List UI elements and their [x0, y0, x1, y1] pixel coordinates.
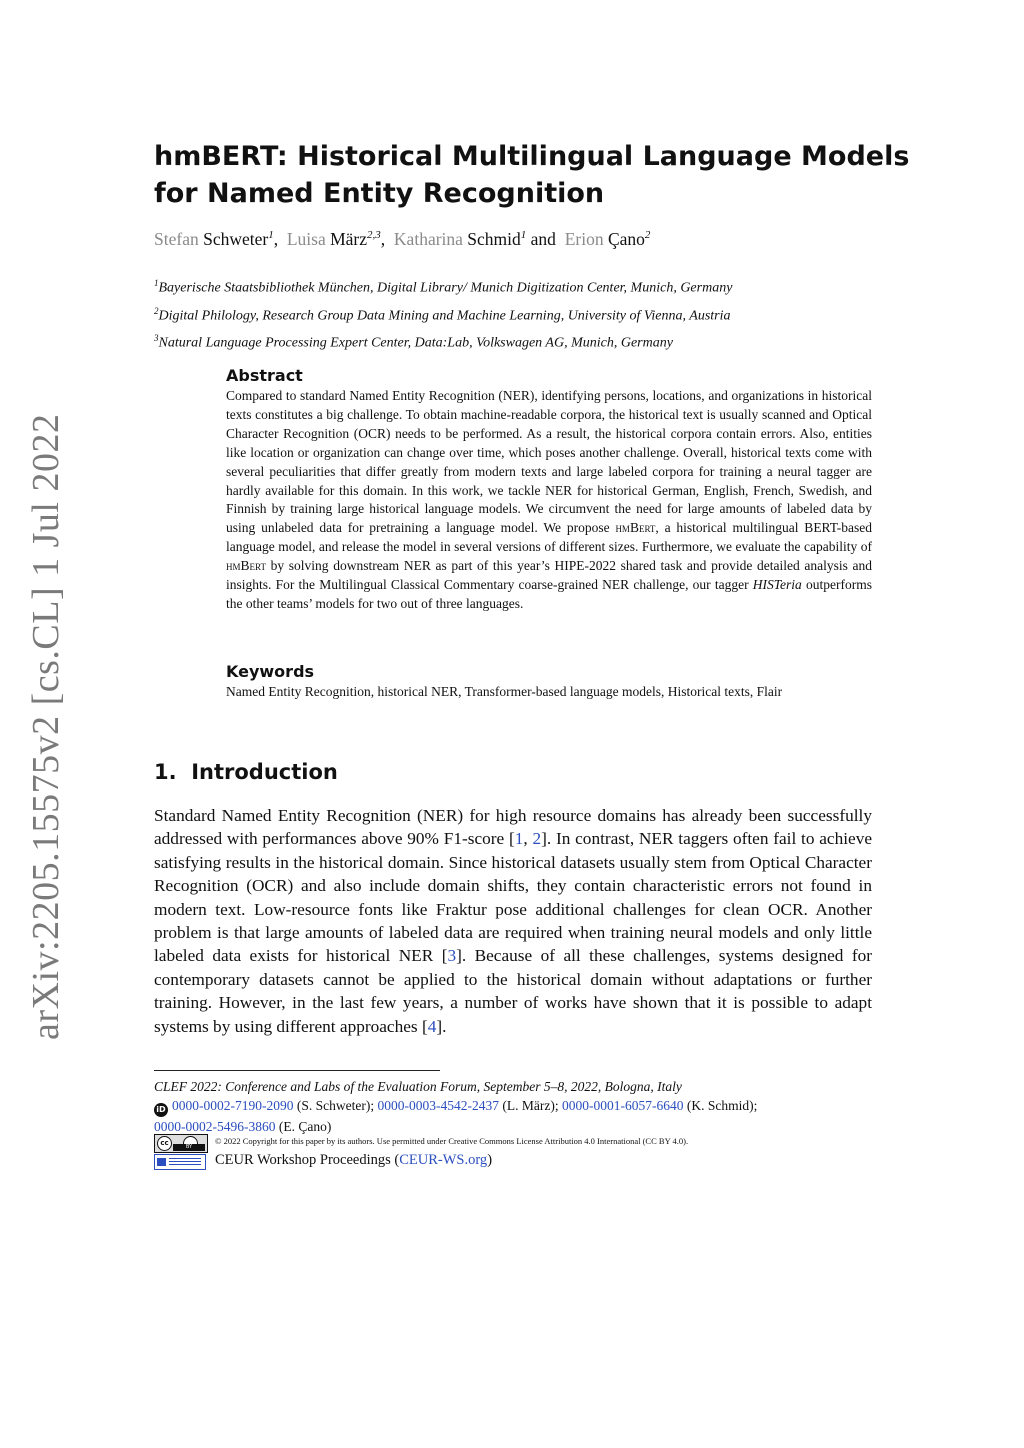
- orcid-icon: iD: [154, 1103, 168, 1117]
- author-list: Stefan Schweter$^1$, Luisa März$^{2,3}$, Katharina Schmid$^1$ and Erion Çano$^2$: [154, 229, 651, 249]
- orcid-owner: (E. Çano): [275, 1119, 332, 1134]
- cc-license-icon[interactable]: [154, 1134, 208, 1153]
- abstract-heading: Abstract: [226, 366, 303, 385]
- abstract-text: [226, 387, 872, 614]
- orcid-footnote: [154, 1096, 874, 1136]
- author-first-name: Luisa: [286, 229, 326, 249]
- affiliation-mark: 1: [154, 278, 159, 288]
- orcid-owner: (K. Schmid);: [683, 1098, 758, 1113]
- citation-link[interactable]: 2: [532, 829, 542, 849]
- ceur-row: [154, 1152, 874, 1172]
- copyright-text: © 2022 Copyright for this paper by its authors. Use permitted under Creative Commons License Attribution 4.0 International (CC BY 4.0).: [215, 1136, 689, 1146]
- title-line-2: for Named Entity Recognition: [154, 178, 605, 209]
- introduction-paragraph: [154, 804, 872, 1038]
- keywords-heading: Keywords: [226, 662, 315, 681]
- intro-text: ,: [523, 829, 533, 849]
- model-name: hmBert: [615, 520, 656, 536]
- author-last-name: Schweter: [203, 229, 269, 249]
- intro-text: ].: [436, 1016, 447, 1036]
- author-conjunction: and: [530, 229, 556, 249]
- orcid-link[interactable]: 0000-0001-6057-6640: [561, 1098, 684, 1113]
- ceur-close: ): [487, 1152, 493, 1168]
- author-affiliation-mark: 1: [268, 229, 274, 242]
- by-label: BY: [173, 1144, 205, 1151]
- affiliation-text: Digital Philology, Research Group Data Mining and Machine Learning, University of Vienna, Austria: [158, 308, 731, 324]
- intro-text: ]. In contrast, NER taggers often fail to achieve satisfying results in the historical domain. Since historical datasets usually stem from Optical Character Recognition (OCR) and also include domain shifts, they contain characteristic errors not found in modern text. Low-resource fonts like Fraktur pose additional challenges for clean OCR. Another problem is that large amounts of labeled data are required when training neural models and only little labeled data exists for historical NER [: [154, 829, 873, 966]
- intro-text: ]. Because of all these challenges, systems designed for contemporary datasets cannot be applied to the historical domain without adaptations or further training. However, in the last few years, a number of works have shown that it is possible to adapt systems by using different approaches [: [154, 946, 872, 1036]
- citation-link[interactable]: 3: [447, 946, 457, 966]
- section-number: 1.: [154, 760, 177, 784]
- author-last-name: Schmid: [467, 229, 521, 249]
- author-first-name: Katharina: [393, 229, 463, 249]
- orcid-owner: (L. März);: [498, 1098, 562, 1113]
- author-first-name: Stefan: [154, 229, 199, 249]
- author-first-name: Erion: [564, 229, 604, 249]
- affiliation: [154, 300, 914, 328]
- license-row: [154, 1134, 874, 1152]
- orcid-link[interactable]: 0000-0002-7190-2090: [172, 1098, 294, 1113]
- ceur-name: CEUR Workshop Proceedings (: [215, 1152, 400, 1168]
- affiliation: [154, 272, 914, 300]
- abstract-text-part: Compared to standard Named Entity Recognition (NER), identifying persons, locations, and organizations in historical texts constitutes a big challenge. To obtain machine-readable corpora, the historical text is usually scanned and Optical Character Recognition (OCR) needs to be performed. As a result, the historical corpora contain errors. Also, entities like location or organization can change over time, which poses another challenge. Overall, historical texts come with several peculiarities that differ greatly from modern texts and large labeled corpora for training a neural tagger are hardly available for this domain. In this work, we tackle NER for historical German, English, French, Swedish, and Finnish by training large historical language models. We circumvent the need for large amounts of labeled data by using unlabeled data for pretraining a language model. We propose: [226, 388, 872, 536]
- paper-title: [154, 138, 914, 212]
- section-heading: [154, 760, 338, 784]
- ceur-logo-mark: [157, 1158, 166, 1166]
- keywords-block: [226, 662, 872, 702]
- conference-footnote: CLEF 2022: Conference and Labs of the Evaluation Forum, September 5–8, 2022, Bologna, Italy: [154, 1079, 682, 1094]
- tagger-name: HISTeria: [752, 577, 802, 593]
- affiliation-list: [154, 272, 914, 355]
- affiliation-mark: 2: [154, 305, 159, 316]
- author-last-name: März: [330, 229, 368, 249]
- abstract-text-part: outperforms the other teams’ models for two out of three languages.: [226, 577, 872, 611]
- title-line-1: hmBERT: Historical Multilingual Language Models: [154, 141, 910, 172]
- affiliation-mark: 3: [154, 333, 159, 344]
- orcid-link[interactable]: 0000-0003-4542-2437: [377, 1098, 499, 1113]
- model-name: hmBert: [226, 558, 266, 574]
- orcid-owner: (S. Schweter);: [293, 1098, 378, 1113]
- author-affiliation-mark: 2: [644, 229, 651, 242]
- abstract-text-part: , a historical multilingual BERT-based language model, and release the model in several versions of different sizes. Furthermore, we evaluate the capability of: [226, 520, 872, 555]
- author-affiliation-mark: 1: [520, 229, 527, 242]
- arxiv-identifier: arXiv:2205.15575v2 [cs.CL] 1 Jul 2022: [25, 413, 67, 1040]
- affiliation-text: Bayerische Staatsbibliothek München, Digital Library/ Munich Digitization Center, Munich, Germany: [158, 280, 733, 296]
- citation-link[interactable]: 4: [427, 1016, 437, 1036]
- affiliation: [154, 327, 914, 355]
- intro-text: Standard Named Entity Recognition (NER) for high resource domains has already been successfully addressed with performances above 90% F1-score [: [154, 806, 872, 849]
- orcid-link[interactable]: 0000-0002-5496-3860: [154, 1119, 276, 1134]
- citation-link[interactable]: 1: [514, 829, 524, 849]
- keywords-text: Named Entity Recognition, historical NER, Transformer-based language models, Historical texts, Flair: [226, 684, 783, 699]
- abstract-text-part: by solving downstream NER as part of this year’s HIPE-2022 shared task and provide detailed analysis and insights. For the Multilingual Classical Commentary coarse-grained NER challenge, our tagger: [226, 558, 872, 593]
- ceur-logo-lines: [169, 1158, 201, 1159]
- ceur-logo-icon: [154, 1154, 206, 1170]
- section-title: Introduction: [191, 760, 338, 784]
- affiliation-text: Natural Language Processing Expert Center, Data:Lab, Volkswagen AG, Munich, Germany: [158, 335, 673, 351]
- author-last-name: Çano: [607, 229, 645, 249]
- footnote-divider: [154, 1070, 440, 1071]
- author-affiliation-mark: 2,3: [367, 229, 381, 242]
- abstract-block: [226, 366, 872, 614]
- ceur-link[interactable]: CEUR-WS.org: [399, 1152, 488, 1168]
- cc-logo-icon: cc: [157, 1136, 172, 1151]
- ceur-proceedings: [215, 1152, 492, 1169]
